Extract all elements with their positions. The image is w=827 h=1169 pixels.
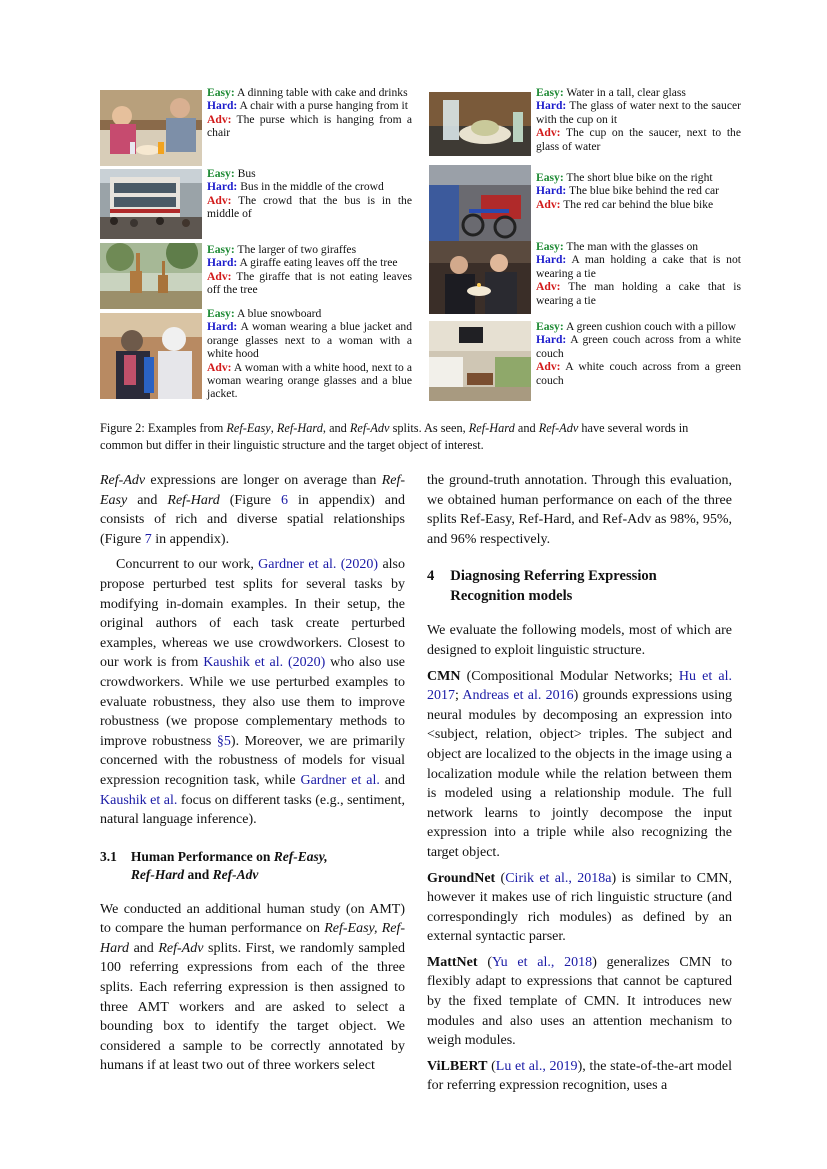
caption-text: , and: [322, 421, 347, 435]
caption-split-name: Ref-Hard: [276, 421, 323, 435]
adv-label: Adv:: [536, 280, 561, 294]
citation-kaushik-link[interactable]: Kaushik et al.: [100, 792, 178, 808]
caption-text: splits. As seen,: [392, 421, 466, 435]
paragraph: the ground-truth annotation. Through this evaluation, we obtained human performance on each of the three splits Ref-Easy, Ref-Hard, and Ref-Adv as 98%, 95%, and 96% respectively.: [427, 473, 732, 547]
text: splits. First, we randomly sampled 100 referring expressions from each of the three splits. Each referring expression is then assigned to three AMT workers and are asked to select a bounding box to identify the target object. We considered a sample to be correctly annotated by humans if at least two out of three workers select: [100, 940, 406, 1074]
adv-label: Adv:: [536, 197, 561, 211]
citation-cirik-link[interactable]: Cirik et al., 2018a: [505, 870, 612, 886]
adv-expression: The giraffe that is not eating leaves off the tree: [207, 269, 412, 297]
text: also propose perturbed test splits for several tasks by modifying in-domain examples. In their setup, the original authors of each task create perturbed examples, whereas we use crowdworkers. Closest to our work is from: [100, 557, 405, 671]
hard-label: Hard:: [536, 333, 567, 347]
hard-expression: A green couch across from a white couch: [536, 333, 741, 360]
text: (: [500, 870, 506, 886]
adv-label: Adv:: [536, 126, 561, 140]
hard-expression: The blue bike behind the red car: [568, 184, 719, 198]
split-name: Ref-Easy,: [273, 848, 328, 864]
caption-label: Figure 2:: [100, 421, 145, 435]
adv-expression: The cup on the saucer, next to the glass of water: [536, 126, 741, 153]
model-groundnet-paragraph: [427, 869, 732, 947]
adv-expression: The purse which is hanging from a chair: [207, 112, 412, 140]
adv-expression: A woman with a white hood, next to a woman wearing orange glasses and a blue jacket.: [207, 360, 412, 401]
hard-expression: A woman wearing a blue jacket and orange glasses next to a woman with a white hood: [207, 320, 412, 361]
hard-label: Hard:: [207, 180, 238, 194]
paragraph: [100, 555, 405, 829]
model-name: CMN: [427, 668, 461, 684]
left-column: [100, 471, 405, 1082]
adv-label: Adv:: [207, 269, 232, 283]
easy-expression: The larger of two giraffes: [237, 243, 357, 256]
model-name: ViLBERT: [427, 1058, 488, 1074]
citation-hu-link[interactable]: Hu et al. 2017: [427, 668, 733, 704]
example-text: [207, 167, 412, 221]
split-name: Ref-Easy: [100, 473, 406, 508]
hard-expression: Bus in the middle of the crowd: [240, 180, 384, 194]
subsection-heading: [100, 848, 405, 885]
text: ) generalizes CMN to flexibly adapt to expressions that cannot be captured by the fixed template of CMN. It introduces new modules and also uses an attention mechanism to weigh modules.: [427, 954, 732, 1049]
paragraph: We evaluate the following models, most of which are designed to exploit linguistic structure.: [427, 623, 732, 658]
example-text: [536, 171, 741, 211]
text: ) is similar to CMN, however it makes use of rich linguistic structure (and correspondingly rich modules) as defined by an external syntactic parser.: [427, 870, 732, 945]
adv-label: Adv:: [207, 193, 232, 207]
easy-expression: A blue snowboard: [236, 307, 322, 320]
example-text: [536, 240, 741, 307]
citation-andreas-link[interactable]: Andreas et al. 2016: [462, 688, 574, 704]
text: ), the state-of-the-art model for referring expression recognition, uses a: [427, 1058, 732, 1094]
text: ;: [455, 688, 459, 704]
caption-split-name: Ref-Adv: [538, 421, 579, 435]
adv-label: Adv:: [536, 360, 561, 374]
text: in appendix).: [155, 531, 230, 547]
model-name: GroundNet: [427, 870, 496, 886]
easy-label: Easy:: [207, 86, 235, 99]
section-5-link[interactable]: §5: [216, 733, 231, 749]
example-text: [536, 86, 741, 153]
text: and: [137, 492, 158, 508]
glass-water-photo: [429, 92, 531, 156]
model-mattnet-paragraph: [427, 953, 732, 1051]
example-text: [207, 307, 412, 401]
split-name: Ref-Hard: [167, 492, 220, 508]
easy-expression: Water in a tall, clear glass: [566, 86, 686, 99]
split-name: Ref-Adv: [100, 473, 146, 488]
easy-label: Easy:: [536, 171, 564, 184]
adv-label: Adv:: [207, 360, 232, 374]
section-heading: [427, 567, 732, 606]
hard-label: Hard:: [536, 253, 567, 267]
adv-expression: A white couch across from a green couch: [536, 360, 741, 387]
women-snowboard-photo: [100, 313, 202, 399]
text: We conducted an additional human study (on AMT) to compare the human performance on: [100, 901, 405, 937]
citation-lu-link[interactable]: Lu et al., 2019: [495, 1058, 578, 1074]
text: expressions are longer on average than: [150, 473, 377, 488]
text: Human Performance on: [130, 848, 271, 864]
hard-expression: A chair with a purse hanging from it: [239, 99, 408, 113]
citation-gardner-link[interactable]: Gardner et al. (2020): [258, 557, 379, 573]
text: (Compositional Modular Networks;: [466, 668, 673, 684]
text: and: [133, 940, 154, 956]
caption-text: ,: [270, 421, 274, 435]
subsection-title: [131, 848, 328, 885]
citation-kaushik-link[interactable]: Kaushik et al. (2020): [203, 655, 326, 671]
subsection-number: 3.1: [100, 848, 117, 864]
easy-label: Easy:: [536, 240, 564, 253]
split-name: Ref-Adv: [158, 940, 204, 956]
living-room-photo: [429, 321, 531, 401]
right-column: [427, 471, 732, 1102]
text: focus on different tasks (e.g., sentiment, natural language inference).: [100, 792, 406, 828]
caption-split-name: Ref-Hard: [468, 421, 515, 435]
text: (Figure: [229, 492, 271, 508]
text: and: [187, 867, 210, 883]
easy-expression: The short blue bike on the right: [566, 171, 713, 184]
split-name: Ref-Adv: [212, 867, 259, 883]
giraffes-photo: [100, 243, 202, 309]
model-name: MattNet: [427, 954, 478, 970]
easy-label: Easy:: [536, 320, 564, 333]
figure-6-link[interactable]: 6: [280, 492, 288, 508]
split-name: Ref-Easy,: [324, 921, 378, 937]
hard-label: Hard:: [207, 320, 238, 334]
text: (: [491, 1058, 496, 1074]
example-text: [536, 320, 741, 387]
hard-label: Hard:: [207, 256, 238, 270]
hard-expression: The glass of water next to the saucer with the cup on it: [536, 99, 741, 126]
figure-7-link[interactable]: 7: [144, 531, 152, 547]
easy-label: Easy:: [536, 86, 564, 99]
figure-caption: [100, 420, 732, 454]
caption-text: and: [517, 421, 536, 435]
example-text: [207, 86, 412, 140]
dining-table-photo: [100, 90, 202, 166]
hard-expression: A giraffe eating leaves off the tree: [239, 256, 398, 270]
citation-gardner-link[interactable]: Gardner et al.: [300, 772, 380, 788]
easy-label: Easy:: [207, 243, 235, 256]
bikes-photo: [429, 165, 531, 242]
model-cmn-paragraph: [427, 667, 732, 863]
text: ). Moreover, we are primarily concerned with the robustness of models for visual expression recognition task, while: [100, 733, 406, 788]
caption-split-name: Ref-Easy: [226, 421, 271, 435]
adv-label: Adv:: [207, 112, 232, 126]
easy-expression: Bus: [237, 167, 256, 180]
text: Concurrent to our work,: [116, 557, 254, 573]
split-name: Ref-Hard: [100, 921, 406, 956]
easy-expression: A dinning table with cake and drinks: [236, 86, 408, 99]
easy-expression: The man with the glasses on: [566, 240, 699, 253]
adv-expression: The crowd that the bus is in the middle of: [207, 193, 412, 221]
men-cake-photo: [429, 241, 531, 314]
paragraph: [100, 471, 405, 549]
easy-expression: A green cushion couch with a pillow: [565, 320, 736, 333]
text: and: [384, 772, 406, 788]
section-title: Diagnosing Referring Expression Recognition models: [450, 568, 657, 604]
caption-text: have several words in common but differ in their linguistic structure and the target object of interest.: [100, 421, 689, 452]
text: in appendix) and consists of rich and diverse spatial relationships (Figure: [100, 492, 405, 547]
hard-label: Hard:: [207, 99, 238, 113]
caption-split-name: Ref-Adv: [349, 421, 390, 435]
text: (: [487, 954, 493, 970]
caption-text: Examples from: [147, 421, 224, 435]
hard-label: Hard:: [536, 184, 567, 198]
adv-expression: The red car behind the blue bike: [563, 197, 714, 211]
text: who also use crowdworkers. While we use perturbed examples to evaluate robustness, they also use them to improve robustness (we propose complementary methods to improve robustness: [100, 655, 405, 749]
easy-label: Easy:: [207, 167, 235, 180]
hard-expression: A man holding a cake that is not wearing a tie: [536, 253, 741, 280]
bus-crowd-photo: [100, 169, 202, 239]
hard-label: Hard:: [536, 99, 567, 113]
easy-label: Easy:: [207, 307, 235, 320]
split-name: Ref-Hard: [130, 867, 185, 883]
citation-yu-link[interactable]: Yu et al., 2018: [492, 954, 593, 970]
adv-expression: The man holding a cake that is wearing a tie: [536, 280, 741, 307]
example-text: [207, 243, 412, 297]
paragraph: [100, 900, 405, 1076]
model-vilbert-paragraph: [427, 1057, 732, 1096]
text: ) grounds expressions using neural modules by decomposing an expression into <subject, relation, object> triples. The subject and object are localized to the objects in the image using a localization module while the relation between them is modeled using a relationship module. The full network learns to jointly decompose the input expression into a triple while also recognizing the target object.: [427, 688, 732, 860]
section-number: 4: [427, 568, 435, 585]
